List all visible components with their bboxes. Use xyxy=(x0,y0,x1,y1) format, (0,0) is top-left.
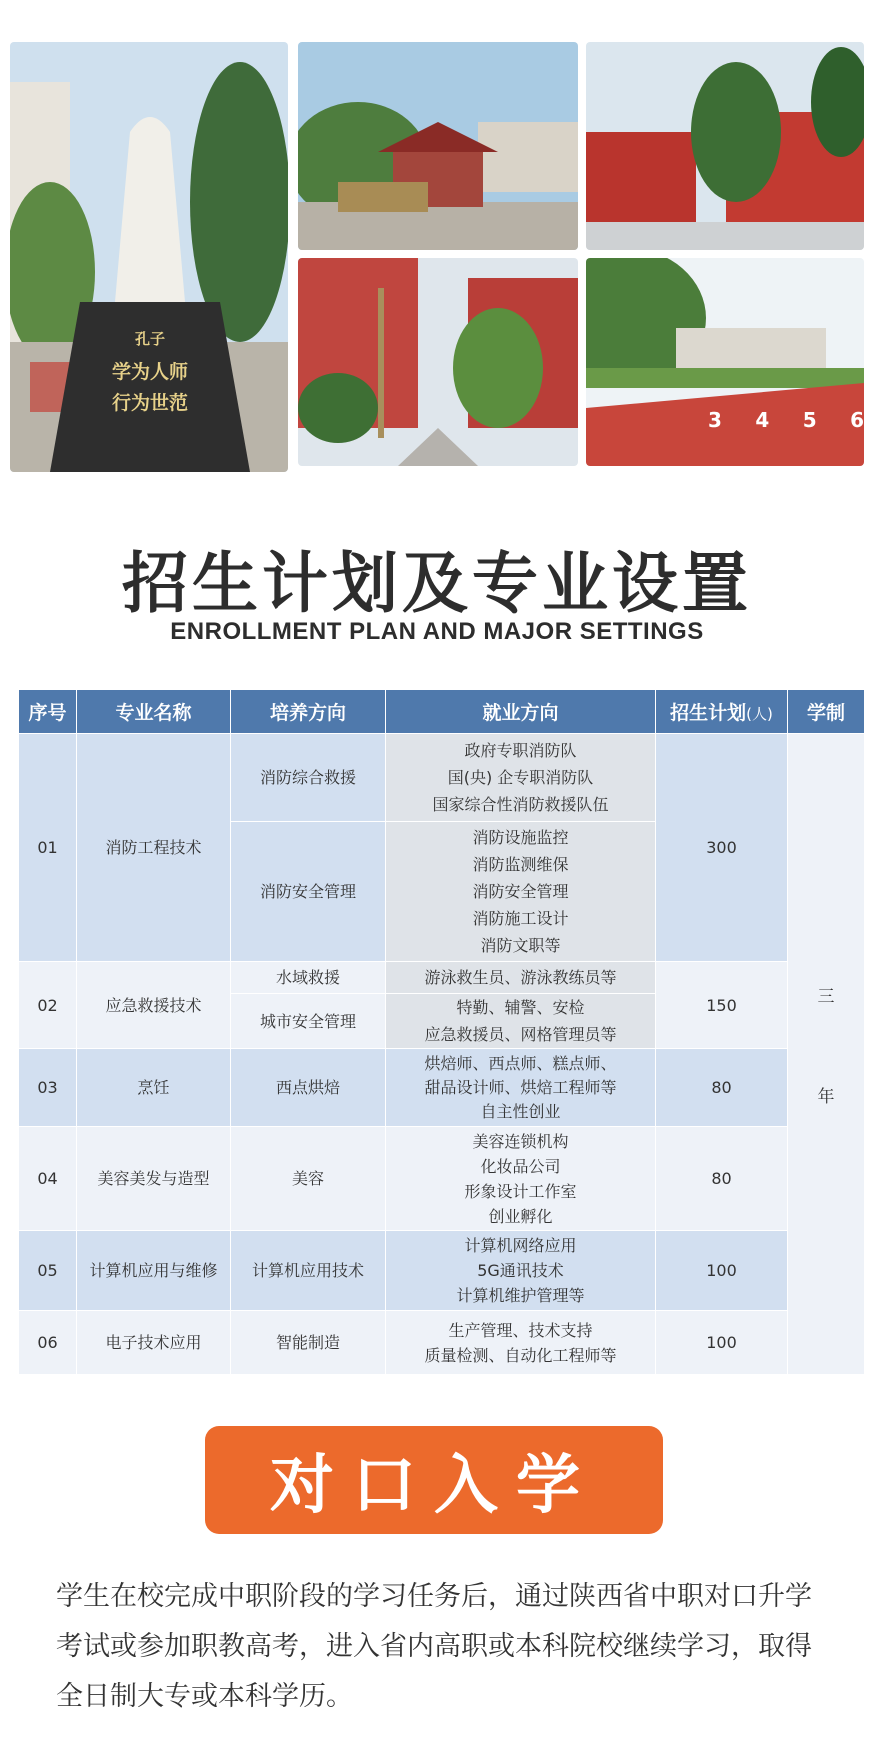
cell-major: 应急救援技术 xyxy=(77,962,231,1049)
employment-line: 游泳救生员、游泳教练员等 xyxy=(424,968,617,987)
track-number: 4 xyxy=(755,408,770,432)
employment-line: 消防文职等 xyxy=(480,936,561,955)
cell-plan: 80 xyxy=(656,1049,788,1127)
employment-line: 国家综合性消防救援队伍 xyxy=(432,795,609,814)
study-char: 三 xyxy=(817,987,835,1007)
cell-direction: 消防综合救援 xyxy=(231,734,386,822)
admission-banner: 对口入学 xyxy=(205,1426,663,1534)
header-plan xyxy=(656,690,788,734)
cell-major: 烹饪 xyxy=(77,1049,231,1127)
inscription-line-2: 学为人师 xyxy=(111,361,188,383)
table-row xyxy=(19,1311,865,1375)
employment-line: 5G通讯技术 xyxy=(477,1261,564,1280)
cell-direction: 消防安全管理 xyxy=(231,822,386,962)
photo-pavilion xyxy=(298,42,578,250)
header-plan-unit: (人) xyxy=(746,705,773,723)
cell-major: 电子技术应用 xyxy=(77,1311,231,1375)
cell-employment xyxy=(386,1127,656,1231)
header-major: 专业名称 xyxy=(77,690,231,734)
cell-employment xyxy=(386,1231,656,1311)
table-row xyxy=(19,1127,865,1231)
table-row xyxy=(19,962,865,994)
employment-line: 美容连锁机构 xyxy=(472,1131,569,1151)
employment-line: 消防施工设计 xyxy=(472,909,569,928)
employment-line: 创业孵化 xyxy=(488,1206,553,1226)
cell-employment xyxy=(386,822,656,962)
description-paragraph: 学生在校完成中职阶段的学习任务后，通过陕西省中职对口升学考试或参加职教高考，进入省内高职或本科院校继续学习，取得全日制大专或本科学历。 xyxy=(56,1581,812,1712)
cell-plan: 150 xyxy=(656,962,788,1049)
photo-running-track xyxy=(586,258,864,466)
employment-line: 消防监测维保 xyxy=(472,855,569,874)
cell-plan: 100 xyxy=(656,1311,788,1375)
inscription-line-3: 行为世范 xyxy=(111,392,188,414)
cell-no: 05 xyxy=(19,1231,77,1311)
employment-line: 应急救援员、网格管理员等 xyxy=(424,1025,617,1044)
header-direction: 培养方向 xyxy=(231,690,386,734)
cell-direction: 西点烘焙 xyxy=(231,1049,386,1127)
header-no: 序号 xyxy=(19,690,77,734)
header-study: 学制 xyxy=(788,690,865,734)
cell-direction: 智能制造 xyxy=(231,1311,386,1375)
study-char: 年 xyxy=(817,1087,835,1107)
employment-line: 消防设施监控 xyxy=(472,828,569,847)
employment-line: 甜品设计师、烘焙工程师等 xyxy=(424,1077,617,1097)
employment-line: 生产管理、技术支持 xyxy=(448,1320,593,1340)
photo-confucius-statue xyxy=(10,42,288,472)
cell-direction: 美容 xyxy=(231,1127,386,1231)
cell-employment xyxy=(386,734,656,822)
track-number: 3 xyxy=(708,408,722,432)
enrollment-table xyxy=(18,689,864,1375)
cell-plan: 300 xyxy=(656,734,788,962)
cell-direction: 城市安全管理 xyxy=(231,994,386,1049)
employment-line: 消防安全管理 xyxy=(472,882,569,901)
table-row xyxy=(19,1231,865,1311)
inscription-line-1: 孔子 xyxy=(134,330,165,348)
employment-line: 烘焙师、西点师、糕点师、 xyxy=(424,1053,617,1073)
employment-line: 计算机网络应用 xyxy=(464,1236,577,1255)
cell-direction: 计算机应用技术 xyxy=(231,1231,386,1311)
cell-major: 消防工程技术 xyxy=(77,734,231,962)
employment-line: 自主性创业 xyxy=(480,1101,561,1121)
page-title: 招生计划及专业设置 xyxy=(122,545,752,622)
track-number: 6 xyxy=(850,408,864,432)
cell-plan: 80 xyxy=(656,1127,788,1231)
cell-no: 02 xyxy=(19,962,77,1049)
cell-study-duration xyxy=(788,734,865,1375)
employment-line: 化妆品公司 xyxy=(480,1156,561,1176)
employment-line: 形象设计工作室 xyxy=(464,1181,577,1201)
track-number: 5 xyxy=(802,408,817,432)
header-employment: 就业方向 xyxy=(386,690,656,734)
cell-no: 04 xyxy=(19,1127,77,1231)
page-subtitle-en: ENROLLMENT PLAN AND MAJOR SETTINGS xyxy=(170,618,704,645)
employment-line: 质量检测、自动化工程师等 xyxy=(424,1345,617,1365)
cell-major: 计算机应用与维修 xyxy=(77,1231,231,1311)
cell-no: 06 xyxy=(19,1311,77,1375)
photo-dormitory-street xyxy=(298,258,578,466)
cell-employment xyxy=(386,1049,656,1127)
employment-line: 计算机维护管理等 xyxy=(456,1286,585,1305)
cell-employment xyxy=(386,962,656,994)
cell-employment xyxy=(386,994,656,1049)
cell-major: 美容美发与造型 xyxy=(77,1127,231,1231)
cell-plan: 100 xyxy=(656,1231,788,1311)
table-header-row xyxy=(19,690,865,734)
cell-employment xyxy=(386,1311,656,1375)
cell-no: 01 xyxy=(19,734,77,962)
employment-line: 政府专职消防队 xyxy=(464,741,577,760)
cell-no: 03 xyxy=(19,1049,77,1127)
cell-direction: 水域救援 xyxy=(231,962,386,994)
table-row xyxy=(19,1049,865,1127)
employment-line: 特勤、辅警、安检 xyxy=(456,998,585,1017)
table-row xyxy=(19,734,865,822)
header-plan-label: 招生计划 xyxy=(670,702,747,724)
employment-line: 国(央) 企专职消防队 xyxy=(447,768,594,787)
track-numbers xyxy=(708,408,864,432)
photo-red-buildings xyxy=(586,42,864,250)
statue-inscription xyxy=(95,328,205,415)
